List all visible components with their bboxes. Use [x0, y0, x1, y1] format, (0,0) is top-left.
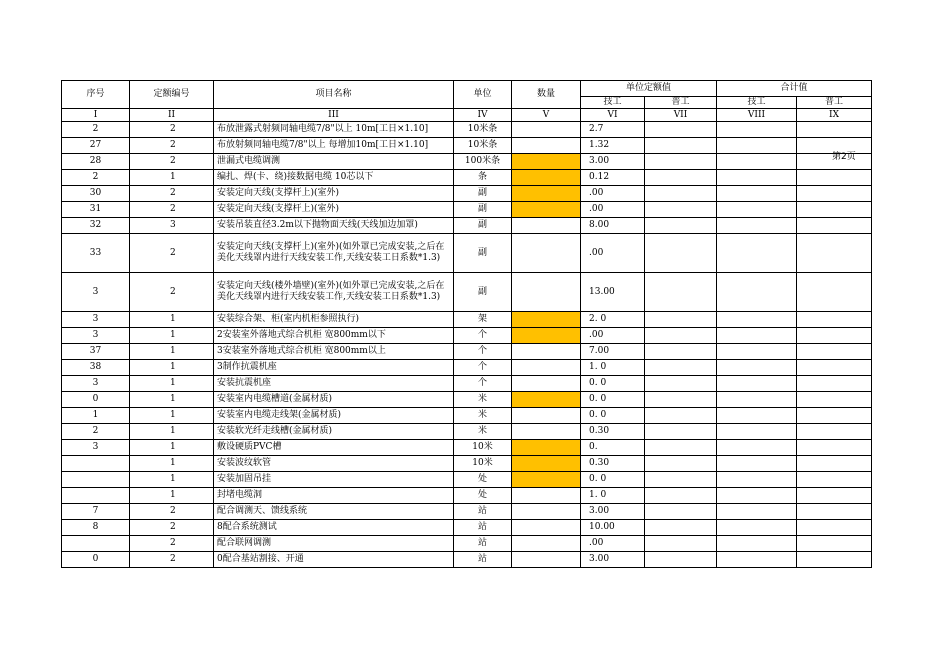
roman-numeral-row — [62, 109, 872, 122]
cell-skilled-total — [717, 424, 797, 440]
cell-unit: 架 — [454, 312, 512, 328]
cell-seq: 7 — [62, 504, 130, 520]
cell-unit: 站 — [454, 536, 512, 552]
cell-unit: 条 — [454, 170, 512, 186]
roman-6: VI — [581, 109, 645, 122]
cell-code — [130, 488, 214, 504]
roman-5: V — [512, 109, 581, 122]
cell-skilled-unit: 0.30 — [581, 456, 645, 472]
cell-seq: 27 — [62, 138, 130, 154]
cell-item-name: 安装室内电缆槽道(金属材质) — [214, 392, 454, 408]
table-row — [62, 218, 872, 234]
cell-quantity — [512, 312, 581, 328]
cell-code — [130, 520, 214, 536]
cell-quantity — [512, 234, 581, 273]
code-part-1: 1 — [170, 314, 176, 324]
cell-general-unit — [645, 552, 717, 568]
cell-quantity — [512, 186, 581, 202]
cell-item-name: 安装抗震机座 — [214, 376, 454, 392]
cell-item-name: 8配合系统测试 — [214, 520, 454, 536]
cell-item-name: 安装加固吊挂 — [214, 472, 454, 488]
cell-skilled-unit: 3.00 — [581, 154, 645, 170]
roman-2: II — [130, 109, 214, 122]
cell-unit: 副 — [454, 218, 512, 234]
code-part-1: 2 — [170, 506, 176, 516]
code-part-1: 1 — [170, 378, 176, 388]
roman-4: IV — [454, 109, 512, 122]
cell-item-name: 敷设硬质PVC槽 — [214, 440, 454, 456]
cell-quantity — [512, 328, 581, 344]
cell-skilled-total — [717, 536, 797, 552]
table-row — [62, 234, 872, 273]
cell-item-name: 布放泄露式射频同轴电缆7/8"以上 10m[工日×1.10] — [214, 122, 454, 138]
code-part-1: 1 — [170, 458, 176, 468]
cell-code — [130, 536, 214, 552]
cell-unit: 站 — [454, 520, 512, 536]
header-seq: 序号 — [62, 81, 130, 109]
cell-quantity — [512, 504, 581, 520]
cell-general-total — [797, 552, 872, 568]
cell-skilled-total — [717, 520, 797, 536]
code-part-1: 1 — [170, 474, 176, 484]
cell-seq: 2 — [62, 122, 130, 138]
cell-skilled-total — [717, 344, 797, 360]
table-row — [62, 552, 872, 568]
cell-general-unit — [645, 344, 717, 360]
cell-seq: 38 — [62, 360, 130, 376]
code-part-1: 2 — [170, 538, 176, 548]
cell-item-name: 安装定向天线(支撑杆上)(室外) — [214, 186, 454, 202]
cell-code — [130, 170, 214, 186]
cell-general-unit — [645, 408, 717, 424]
cell-skilled-unit: 8.00 — [581, 218, 645, 234]
cell-skilled-unit: 13.00 — [581, 273, 645, 312]
cell-general-total — [797, 456, 872, 472]
cell-item-name: 泄漏式电缆调测 — [214, 154, 454, 170]
cell-quantity — [512, 440, 581, 456]
table-row — [62, 472, 872, 488]
header-code: 定额编号 — [130, 81, 214, 109]
cell-skilled-unit: 0. — [581, 440, 645, 456]
cell-code — [130, 312, 214, 328]
table-row — [62, 360, 872, 376]
cell-unit: 个 — [454, 376, 512, 392]
cell-general-total — [797, 170, 872, 186]
cell-quantity — [512, 360, 581, 376]
cell-quantity — [512, 392, 581, 408]
cell-code — [130, 440, 214, 456]
cell-skilled-total — [717, 392, 797, 408]
table-row — [62, 170, 872, 186]
header-name: 项目名称 — [214, 81, 454, 109]
cell-skilled-total — [717, 186, 797, 202]
cell-unit: 100米条 — [454, 154, 512, 170]
cell-code — [130, 360, 214, 376]
cell-general-total — [797, 122, 872, 138]
cell-seq: 37 — [62, 344, 130, 360]
cell-skilled-unit: 0.30 — [581, 424, 645, 440]
cell-skilled-unit: .00 — [581, 202, 645, 218]
cell-general-total — [797, 424, 872, 440]
cell-skilled-unit: .00 — [581, 234, 645, 273]
cell-unit: 副 — [454, 186, 512, 202]
cell-item-name: 封堵电缆洞 — [214, 488, 454, 504]
cell-quantity — [512, 520, 581, 536]
cell-item-name: 0配合基站割接、开通 — [214, 552, 454, 568]
cell-skilled-total — [717, 273, 797, 312]
cell-seq — [62, 456, 130, 472]
code-part-1: 2 — [170, 247, 176, 258]
header-unit-value: 单位定额值 — [581, 81, 717, 97]
cell-general-unit — [645, 488, 717, 504]
cell-item-name: 安装室内电缆走线架(金属材质) — [214, 408, 454, 424]
cell-skilled-total — [717, 504, 797, 520]
cell-skilled-total — [717, 202, 797, 218]
cell-general-unit — [645, 312, 717, 328]
cell-quantity — [512, 154, 581, 170]
header-skilled-total: 技工 — [717, 97, 797, 109]
cell-code — [130, 138, 214, 154]
cell-code — [130, 218, 214, 234]
table-row — [62, 186, 872, 202]
code-part-1: 2 — [170, 522, 176, 532]
cell-unit: 10米条 — [454, 138, 512, 154]
cell-general-unit — [645, 170, 717, 186]
cell-general-unit — [645, 456, 717, 472]
header-unit: 单位 — [454, 81, 512, 109]
code-part-1: 1 — [170, 394, 176, 404]
cell-general-unit — [645, 440, 717, 456]
cell-general-total — [797, 360, 872, 376]
cell-seq — [62, 472, 130, 488]
code-part-1: 2 — [170, 204, 176, 214]
cell-item-name: 编扎、焊(卡、绕)接数据电缆 10芯以下 — [214, 170, 454, 186]
roman-1: I — [62, 109, 130, 122]
table-row — [62, 536, 872, 552]
cell-item-name: 3安装室外落地式综合机柜 宽800mm以上 — [214, 344, 454, 360]
cell-unit: 副 — [454, 202, 512, 218]
cell-unit: 米 — [454, 392, 512, 408]
cell-general-total — [797, 408, 872, 424]
cell-skilled-unit: 0. 0 — [581, 408, 645, 424]
cell-skilled-total — [717, 360, 797, 376]
cell-general-unit — [645, 504, 717, 520]
code-part-1: 2 — [170, 188, 176, 198]
cell-seq: 3 — [62, 440, 130, 456]
table-row — [62, 504, 872, 520]
cell-general-total — [797, 488, 872, 504]
cell-general-total — [797, 186, 872, 202]
header-row-1 — [62, 81, 872, 97]
cell-general-unit — [645, 234, 717, 273]
cell-item-name: 安装吊装直径3.2m以下抛物面天线(天线加边加罩) — [214, 218, 454, 234]
cell-item-name: 配合联网调测 — [214, 536, 454, 552]
code-part-1: 1 — [170, 330, 176, 340]
cell-skilled-unit: 1. 0 — [581, 360, 645, 376]
cell-skilled-unit: 1. 0 — [581, 488, 645, 504]
cell-quantity — [512, 472, 581, 488]
cell-general-total — [797, 312, 872, 328]
cell-skilled-unit: 1.32 — [581, 138, 645, 154]
cell-item-name: 安装软光纤走线槽(金属材质) — [214, 424, 454, 440]
code-part-1: 1 — [170, 346, 176, 356]
cell-unit: 米 — [454, 424, 512, 440]
cell-unit: 站 — [454, 552, 512, 568]
cell-seq: 0 — [62, 552, 130, 568]
cell-code — [130, 273, 214, 312]
cell-skilled-total — [717, 122, 797, 138]
cell-general-unit — [645, 202, 717, 218]
cell-code — [130, 122, 214, 138]
code-part-1: 2 — [170, 140, 176, 150]
cell-general-total — [797, 344, 872, 360]
cell-code — [130, 154, 214, 170]
cell-skilled-unit: 2.7 — [581, 122, 645, 138]
cell-skilled-total — [717, 440, 797, 456]
cell-unit: 10米 — [454, 440, 512, 456]
cell-seq: 33 — [62, 234, 130, 273]
cell-code — [130, 328, 214, 344]
cell-code — [130, 472, 214, 488]
cell-general-unit — [645, 376, 717, 392]
cell-quantity — [512, 138, 581, 154]
cell-quantity — [512, 273, 581, 312]
cell-general-total — [797, 392, 872, 408]
cell-general-unit — [645, 186, 717, 202]
cell-skilled-unit: 0.12 — [581, 170, 645, 186]
cell-skilled-unit: 3.00 — [581, 504, 645, 520]
cell-skilled-total — [717, 138, 797, 154]
table-row — [62, 273, 872, 312]
table-row — [62, 122, 872, 138]
cell-code — [130, 408, 214, 424]
cell-general-total — [797, 472, 872, 488]
header-skilled: 技工 — [581, 97, 645, 109]
cell-seq — [62, 488, 130, 504]
cell-skilled-unit: 0. 0 — [581, 392, 645, 408]
code-part-1: 2 — [170, 554, 176, 564]
table-row — [62, 312, 872, 328]
cell-skilled-unit: .00 — [581, 536, 645, 552]
cell-general-total — [797, 328, 872, 344]
cell-general-unit — [645, 424, 717, 440]
cell-general-unit — [645, 392, 717, 408]
code-part-1: 3 — [170, 220, 176, 230]
cell-skilled-total — [717, 552, 797, 568]
table-row — [62, 488, 872, 504]
cell-skilled-unit: 3.00 — [581, 552, 645, 568]
header-total-value: 合计值 — [717, 81, 872, 97]
roman-3: III — [214, 109, 454, 122]
cell-item-name: 2安装室外落地式综合机柜 宽800mm以下 — [214, 328, 454, 344]
cell-seq: 3 — [62, 312, 130, 328]
cell-item-name: 安装定向天线(支撑杆上)(室外) — [214, 202, 454, 218]
cell-item-name: 3制作抗震机座 — [214, 360, 454, 376]
cell-unit: 个 — [454, 360, 512, 376]
page-label: 第2页 — [832, 152, 856, 162]
cell-unit: 个 — [454, 328, 512, 344]
code-part-1: 1 — [170, 490, 176, 500]
cell-unit: 处 — [454, 488, 512, 504]
cell-general-unit — [645, 138, 717, 154]
cell-skilled-total — [717, 218, 797, 234]
table-row — [62, 440, 872, 456]
cell-quantity — [512, 122, 581, 138]
cell-general-total — [797, 202, 872, 218]
header-general-total: 普工 — [797, 97, 872, 109]
cell-quantity — [512, 424, 581, 440]
cell-quantity — [512, 218, 581, 234]
cell-skilled-total — [717, 170, 797, 186]
cell-skilled-unit: 2. 0 — [581, 312, 645, 328]
cell-quantity — [512, 376, 581, 392]
cell-quantity — [512, 536, 581, 552]
cell-general-unit — [645, 122, 717, 138]
code-part-1: 1 — [170, 410, 176, 420]
cell-item-name: 安装定向天线(支撑杆上)(室外)(如外罩已完成安装,之后在美化天线罩内进行天线安装工作,天线安装工日系数*1.3) — [214, 234, 454, 273]
code-part-1: 1 — [170, 362, 176, 372]
cell-quantity — [512, 552, 581, 568]
cell-seq: 2 — [62, 424, 130, 440]
cell-skilled-unit: .00 — [581, 186, 645, 202]
cell-code — [130, 234, 214, 273]
cell-unit: 站 — [454, 504, 512, 520]
table-row — [62, 424, 872, 440]
code-part-1: 1 — [170, 442, 176, 452]
cell-skilled-total — [717, 312, 797, 328]
cell-skilled-total — [717, 472, 797, 488]
cell-code — [130, 456, 214, 472]
cell-general-unit — [645, 520, 717, 536]
code-part-1: 2 — [170, 156, 176, 166]
cell-unit: 米 — [454, 408, 512, 424]
cell-quantity — [512, 488, 581, 504]
cell-skilled-unit: 0. 0 — [581, 472, 645, 488]
table-row — [62, 154, 872, 170]
cell-quantity — [512, 344, 581, 360]
roman-7: VII — [645, 109, 717, 122]
cell-skilled-unit: 10.00 — [581, 520, 645, 536]
cell-item-name: 安装波纹软管 — [214, 456, 454, 472]
cell-general-total — [797, 504, 872, 520]
cell-seq: 31 — [62, 202, 130, 218]
cell-general-unit — [645, 273, 717, 312]
code-part-1: 1 — [170, 172, 176, 182]
cell-quantity — [512, 456, 581, 472]
table-row — [62, 202, 872, 218]
quota-table — [61, 80, 872, 568]
cell-code — [130, 376, 214, 392]
header-general: 普工 — [645, 97, 717, 109]
cell-skilled-unit: .00 — [581, 328, 645, 344]
cell-unit: 副 — [454, 273, 512, 312]
cell-general-total — [797, 520, 872, 536]
cell-seq: 30 — [62, 186, 130, 202]
cell-unit: 个 — [454, 344, 512, 360]
cell-general-unit — [645, 472, 717, 488]
code-part-1: 2 — [170, 124, 176, 134]
table-row — [62, 328, 872, 344]
cell-seq: 3 — [62, 273, 130, 312]
header-qty: 数量 — [512, 81, 581, 109]
cell-general-unit — [645, 218, 717, 234]
cell-skilled-unit: 0. 0 — [581, 376, 645, 392]
cell-code — [130, 552, 214, 568]
cell-general-unit — [645, 328, 717, 344]
cell-general-total — [797, 376, 872, 392]
table-row — [62, 520, 872, 536]
cell-code — [130, 202, 214, 218]
cell-item-name: 安装定向天线(楼外墙壁)(室外)(如外罩已完成安装,之后在美化天线罩内进行天线安装工作,天线安装工日系数*1.3) — [214, 273, 454, 312]
cell-code — [130, 344, 214, 360]
cell-skilled-total — [717, 488, 797, 504]
cell-general-total — [797, 536, 872, 552]
cell-unit: 10米 — [454, 456, 512, 472]
cell-general-unit — [645, 154, 717, 170]
cell-quantity — [512, 202, 581, 218]
table-row — [62, 408, 872, 424]
cell-skilled-total — [717, 456, 797, 472]
roman-8: VIII — [717, 109, 797, 122]
cell-unit: 10米条 — [454, 122, 512, 138]
cell-code — [130, 392, 214, 408]
cell-unit: 副 — [454, 234, 512, 273]
cell-seq: 3 — [62, 328, 130, 344]
code-part-1: 1 — [170, 426, 176, 436]
table-row — [62, 376, 872, 392]
cell-unit: 处 — [454, 472, 512, 488]
cell-general-total — [797, 273, 872, 312]
cell-general-unit — [645, 536, 717, 552]
cell-item-name: 安装综合架、柜(室内机柜参照执行) — [214, 312, 454, 328]
cell-general-total — [797, 234, 872, 273]
cell-item-name: 布放射频同轴电缆7/8"以上 每增加10m[工日×1.10] — [214, 138, 454, 154]
cell-item-name: 配合调测天、馈线系统 — [214, 504, 454, 520]
cell-skilled-unit: 7.00 — [581, 344, 645, 360]
cell-general-total — [797, 440, 872, 456]
cell-seq: 3 — [62, 376, 130, 392]
cell-seq: 1 — [62, 408, 130, 424]
cell-general-unit — [645, 360, 717, 376]
cell-skilled-total — [717, 154, 797, 170]
table-row — [62, 456, 872, 472]
cell-seq: 28 — [62, 154, 130, 170]
roman-9: IX — [797, 109, 872, 122]
cell-skilled-total — [717, 328, 797, 344]
cell-skilled-total — [717, 234, 797, 273]
cell-skilled-total — [717, 408, 797, 424]
cell-quantity — [512, 408, 581, 424]
cell-seq: 32 — [62, 218, 130, 234]
cell-seq: 0 — [62, 392, 130, 408]
cell-code — [130, 424, 214, 440]
cell-code — [130, 504, 214, 520]
table-row — [62, 344, 872, 360]
cell-seq — [62, 536, 130, 552]
cell-skilled-total — [717, 376, 797, 392]
cell-seq: 2 — [62, 170, 130, 186]
code-part-1: 2 — [170, 286, 176, 297]
cell-quantity — [512, 170, 581, 186]
table-row — [62, 138, 872, 154]
cell-code — [130, 186, 214, 202]
table-row — [62, 392, 872, 408]
cell-general-total — [797, 218, 872, 234]
cell-seq: 8 — [62, 520, 130, 536]
